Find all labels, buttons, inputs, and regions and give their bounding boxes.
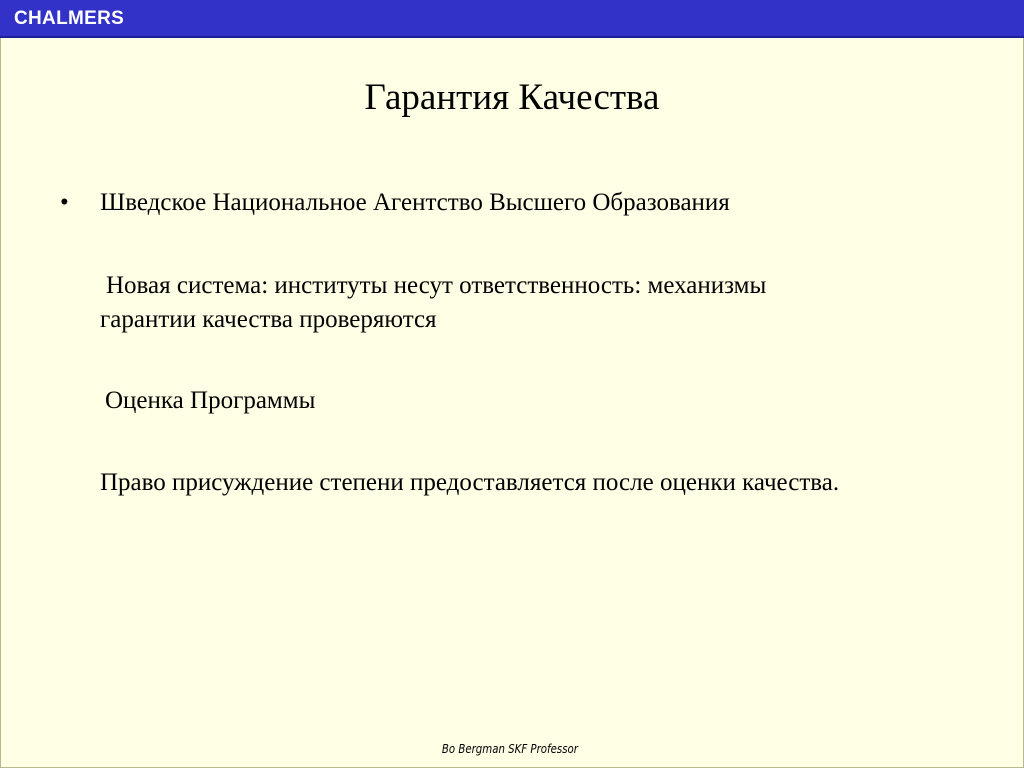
slide-title: Гарантия Качества	[364, 77, 660, 118]
footer-author: Bo Bergman SKF Professor	[441, 742, 578, 756]
bullet-item	[60, 186, 730, 220]
paragraph-degree-rights: Право присуждение степени предоставляется после оценки качества.	[100, 469, 840, 496]
brand-logo-text: CHALMERS	[14, 8, 125, 29]
bullet-text: Шведское Национальное Агентство Высшего Образования	[100, 189, 730, 216]
paragraph-line: гарантии качества проверяются	[100, 306, 437, 333]
paragraph-program-evaluation: Оценка Программы	[105, 387, 316, 414]
header-bar	[0, 0, 1024, 38]
bullet-icon: •	[60, 189, 69, 216]
paragraph-new-system	[100, 269, 900, 337]
paragraph-line: Новая система: институты несут ответственность: механизмы	[106, 272, 767, 299]
